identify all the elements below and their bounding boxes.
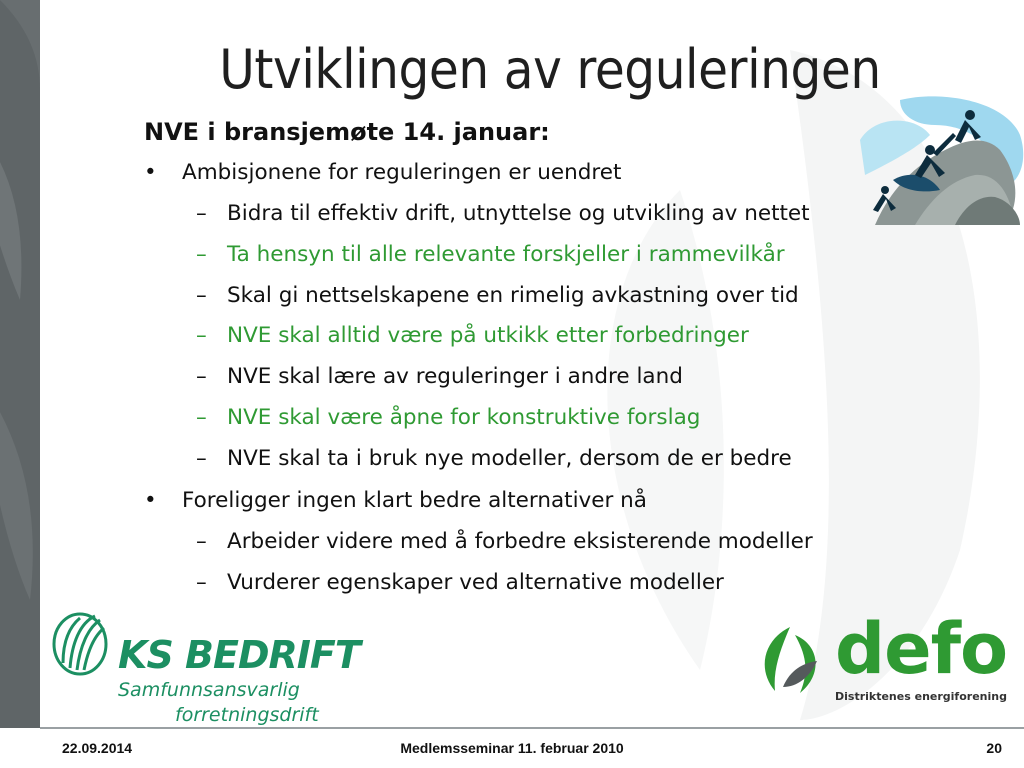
footer-date: 22.09.2014 bbox=[62, 740, 133, 756]
sub-bullet-text: Ta hensyn til alle relevante forskjeller i rammevilkår bbox=[227, 242, 785, 267]
dash-marker: – bbox=[196, 570, 207, 595]
sub-bullet-text: Vurderer egenskaper ved alternative modeller bbox=[227, 570, 724, 595]
left-sidebar-band bbox=[0, 0, 40, 728]
sub-bullet-item bbox=[196, 570, 724, 595]
sub-bullet-item bbox=[196, 283, 799, 308]
bullet-text: Ambisjonene for reguleringen er uendret bbox=[182, 160, 622, 185]
slide-number: 20 bbox=[986, 740, 1002, 756]
defo-tagline: Distriktenes energiforening bbox=[835, 690, 1007, 703]
sub-bullet-text: Arbeider videre med å forbedre eksisterende modeller bbox=[227, 529, 813, 554]
dash-marker: – bbox=[196, 242, 207, 267]
dash-marker: – bbox=[196, 323, 207, 348]
sub-bullet-item-highlighted bbox=[196, 405, 700, 430]
sub-bullet-item-highlighted bbox=[196, 242, 785, 267]
bullet-marker: • bbox=[144, 160, 157, 185]
ks-bedrift-tagline: Samfunnsansvarlig bbox=[118, 679, 300, 701]
sub-bullet-item-highlighted bbox=[196, 323, 749, 348]
sub-bullet-text: Skal gi nettselskapene en rimelig avkastning over tid bbox=[227, 283, 799, 308]
slide-title: Utviklingen av reguleringen bbox=[219, 38, 881, 101]
footer-event-title: Medlemsseminar 11. februar 2010 bbox=[400, 740, 624, 756]
slide-subtitle: NVE i bransjemøte 14. januar: bbox=[144, 118, 550, 146]
sub-bullet-item bbox=[196, 529, 813, 554]
dash-marker: – bbox=[196, 529, 207, 554]
sub-bullet-text: Bidra til effektiv drift, utnyttelse og utvikling av nettet bbox=[227, 201, 810, 226]
defo-leaf-icon bbox=[755, 625, 825, 695]
dash-marker: – bbox=[196, 201, 207, 226]
sub-bullet-item bbox=[196, 201, 810, 226]
sub-bullet-text: NVE skal ta i bruk nye modeller, dersom de er bedre bbox=[227, 446, 792, 471]
dash-marker: – bbox=[196, 405, 207, 430]
bullet-marker: • bbox=[144, 488, 157, 513]
dash-marker: – bbox=[196, 283, 207, 308]
bullet-item bbox=[144, 160, 621, 185]
defo-wordmark: defo bbox=[835, 608, 1008, 690]
climbers-clipart-icon bbox=[855, 95, 1024, 230]
dash-marker: – bbox=[196, 446, 207, 471]
bullet-item bbox=[144, 488, 647, 513]
ks-bedrift-tagline: forretningsdrift bbox=[175, 704, 319, 726]
sidebar-leaf-pattern bbox=[0, 0, 40, 728]
bullet-text: Foreligger ingen klart bedre alternativer nå bbox=[182, 488, 647, 513]
dash-marker: – bbox=[196, 364, 207, 389]
sub-bullet-text: NVE skal lære av reguleringer i andre land bbox=[227, 364, 683, 389]
sub-bullet-text: NVE skal alltid være på utkikk etter forbedringer bbox=[227, 323, 749, 348]
sub-bullet-item bbox=[196, 446, 792, 471]
ks-bedrift-name: KS BEDRIFT bbox=[118, 633, 360, 677]
sub-bullet-text: NVE skal være åpne for konstruktive forslag bbox=[227, 405, 701, 430]
sub-bullet-item bbox=[196, 364, 683, 389]
